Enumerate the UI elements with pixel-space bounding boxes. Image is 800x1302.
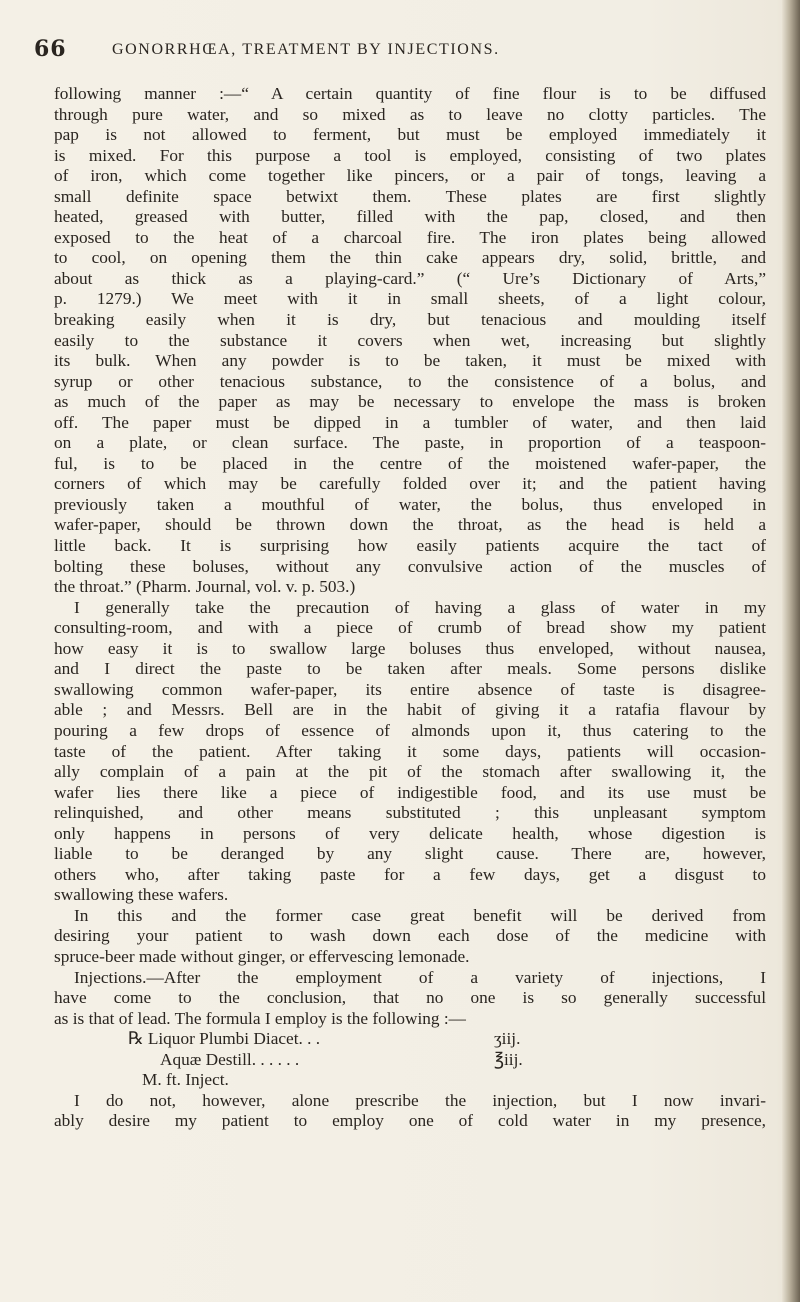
text-line: to cool, on opening them the thin cake appears dry, solid, brittle, and bbox=[54, 248, 766, 268]
prescription-label: Aquæ Destill. . . . . . bbox=[160, 1049, 300, 1069]
text-line: In this and the former case great benefit will be derived from bbox=[74, 905, 766, 925]
text-line: wafer-paper, should be thrown down the throat, as the head is held a bbox=[54, 515, 766, 535]
text-line: syrup or other tenacious substance, to the consistence of a bolus, and bbox=[54, 371, 766, 391]
text-line: ful, is to be placed in the centre of the moistened wafer-paper, the bbox=[54, 453, 766, 473]
text-line: taste of the patient. After taking it some days, patients will occasion- bbox=[54, 741, 766, 761]
prescription-label: M. ft. Inject. bbox=[142, 1070, 229, 1090]
page-header bbox=[34, 36, 764, 66]
text-line: as much of the paper as may be necessary to envelope the mass is broken bbox=[54, 392, 766, 412]
prescription-label: ℞ Liquor Plumbi Diacet. . . bbox=[128, 1029, 321, 1049]
text-line: small definite space betwixt them. These plates are first slightly bbox=[54, 186, 766, 206]
text-line: have come to the conclusion, that no one is so generally successful bbox=[54, 988, 766, 1008]
body-text bbox=[54, 84, 766, 1132]
prescription-row bbox=[54, 1050, 766, 1071]
prescription-quantity: ʒiij. bbox=[494, 1029, 521, 1049]
text-line: spruce-beer made without ginger, or effervescing lemonade. bbox=[54, 946, 470, 966]
text-line: off. The paper must be dipped in a tumbler of water, and then laid bbox=[54, 412, 766, 432]
text-line: its bulk. When any powder is to be taken, it must be mixed with bbox=[54, 351, 766, 371]
text-line: I do not, however, alone prescribe the injection, but I now invari- bbox=[74, 1090, 766, 1110]
text-line: following manner :—“ A certain quantity of fine flour is to be diffused bbox=[54, 84, 766, 103]
text-line: and I direct the paste to be taken after meals. Some persons dislike bbox=[54, 659, 766, 679]
text-line: pouring a few drops of essence of almonds upon it, thus catering to the bbox=[54, 720, 766, 740]
text-line: others who, after taking paste for a few days, get a disgust to bbox=[54, 864, 766, 884]
text-line: easily to the substance it covers when wet, increasing but slightly bbox=[54, 330, 766, 350]
text-line: heated, greased with butter, filled with the pap, closed, and then bbox=[54, 207, 766, 227]
text-line: is mixed. For this purpose a tool is employed, consisting of two plates bbox=[54, 145, 766, 165]
text-line: I generally take the precaution of having a glass of water in my bbox=[74, 597, 766, 617]
text-line: wafer lies there like a piece of indigestible food, and its use must be bbox=[54, 782, 766, 802]
text-line: exposed to the heat of a charcoal fire. The iron plates being allowed bbox=[54, 227, 766, 247]
text-line: desiring your patient to wash down each dose of the medicine with bbox=[54, 926, 766, 946]
text-line: ally complain of a pain at the pit of the stomach after swallowing it, the bbox=[54, 762, 766, 782]
text-line: relinquished, and other means substituted ; this unpleasant symptom bbox=[54, 803, 766, 823]
text-line: of iron, which come together like pincers, or a pair of tongs, leaving a bbox=[54, 166, 766, 186]
text-line: about as thick as a playing-card.” (“ Ure’s Dictionary of Arts,” bbox=[54, 268, 766, 288]
prescription-row bbox=[54, 1070, 766, 1091]
text-line: consulting-room, and with a piece of crumb of bread show my patient bbox=[54, 618, 766, 638]
text-line: breaking easily when it is dry, but tenacious and moulding itself bbox=[54, 310, 766, 330]
text-line: Injections.—After the employment of a variety of injections, I bbox=[74, 967, 766, 987]
text-line: the throat.” (Pharm. Journal, vol. v. p. 503.) bbox=[54, 577, 356, 597]
text-line: as is that of lead. The formula I employ is the following :— bbox=[54, 1008, 466, 1028]
text-line: able ; and Messrs. Bell are in the habit of giving it a ratafia flavour by bbox=[54, 700, 766, 720]
text-line: through pure water, and so mixed as to leave no clotty particles. The bbox=[54, 104, 766, 124]
page-number: 66 bbox=[34, 36, 67, 62]
prescription-row bbox=[54, 1029, 766, 1050]
text-line: ably desire my patient to employ one of cold water in my presence, bbox=[54, 1111, 766, 1131]
page-edge bbox=[782, 0, 800, 1302]
text-line: p. 1279.) We meet with it in small sheets, of a light colour, bbox=[54, 289, 766, 309]
text-line: swallowing common wafer-paper, its entire absence of taste is disagree- bbox=[54, 679, 766, 699]
text-line: previously taken a mouthful of water, the bolus, thus enveloped in bbox=[54, 494, 766, 514]
text-line: liable to be deranged by any slight cause. There are, however, bbox=[54, 844, 766, 864]
text-line: only happens in persons of very delicate health, whose digestion is bbox=[54, 823, 766, 843]
text-line: how easy it is to swallow large boluses thus enveloped, without nausea, bbox=[54, 638, 766, 658]
running-title: GONORRHŒA, TREATMENT BY INJECTIONS. bbox=[112, 41, 500, 58]
text-line: pap is not allowed to ferment, but must be employed immediately it bbox=[54, 125, 766, 145]
text-line: on a plate, or clean surface. The paste, in proportion of a teaspoon- bbox=[54, 433, 766, 453]
text-line: swallowing these wafers. bbox=[54, 885, 229, 905]
prescription-quantity: ℥iij. bbox=[494, 1049, 523, 1069]
text-line: corners of which may be carefully folded over it; and the patient having bbox=[54, 474, 766, 494]
text-line: bolting these boluses, without any convulsive action of the muscles of bbox=[54, 556, 766, 576]
text-line: little back. It is surprising how easily patients acquire the tact of bbox=[54, 536, 766, 556]
